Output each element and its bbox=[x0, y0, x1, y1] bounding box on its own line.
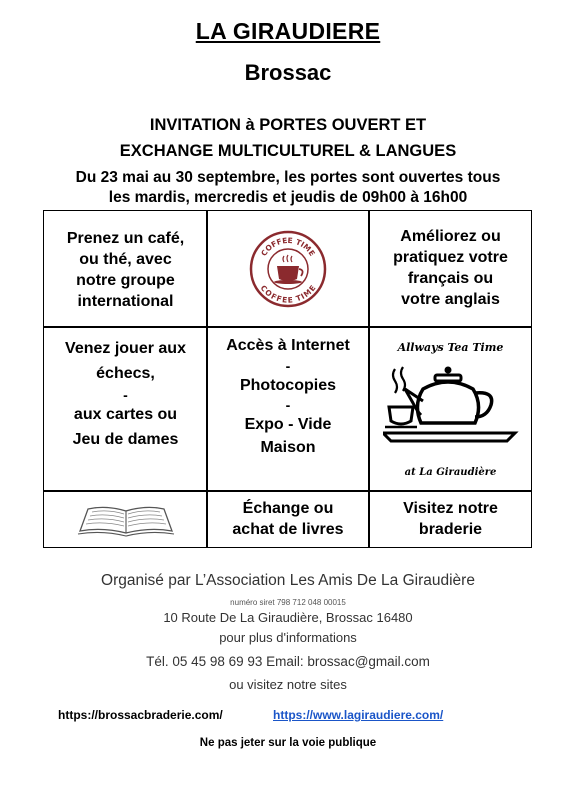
contact-text: Tél. 05 45 98 69 93 Email: brossac@gmail.com bbox=[146, 654, 430, 669]
badge-text-bottom: COFFEE TIME bbox=[258, 283, 318, 305]
games-text: aux cartes ou bbox=[73, 406, 178, 424]
services-text: Photocopies bbox=[239, 376, 336, 394]
language-cell bbox=[369, 211, 532, 327]
language-text: français ou bbox=[407, 270, 494, 287]
footer-notice: Ne pas jeter sur la voie publique bbox=[199, 737, 377, 749]
svg-text:COFFEE TIME bbox=[259, 283, 318, 304]
services-separator: - bbox=[285, 357, 291, 374]
coffee-cup-icon bbox=[248, 229, 328, 309]
tea-subtitle: at La Giraudière bbox=[404, 467, 497, 478]
braderie-text: braderie bbox=[418, 520, 483, 538]
language-text: votre anglais bbox=[401, 290, 500, 308]
visit-text: ou visitez notre sites bbox=[229, 677, 347, 692]
coffee-cell bbox=[44, 211, 207, 327]
giraudiere-link[interactable]: https://www.lagiraudiere.com/ bbox=[273, 708, 444, 722]
invitation-line-1: INVITATION à PORTES OUVERT ET bbox=[149, 116, 427, 134]
books-text: achat de livres bbox=[232, 520, 344, 538]
games-text: échecs, bbox=[96, 364, 155, 382]
more-info-text: pour plus d'informations bbox=[219, 630, 357, 645]
services-text: Expo - Vide bbox=[244, 416, 332, 434]
braderie-cell bbox=[369, 491, 532, 548]
coffee-badge-cell bbox=[207, 211, 369, 327]
dates-line-1: Du 23 mai au 30 septembre, les portes sont ouvertes tous bbox=[75, 169, 501, 186]
games-text: Venez jouer aux bbox=[65, 340, 186, 357]
braderie-link[interactable]: https://brossacbraderie.com/ bbox=[58, 708, 223, 722]
games-separator: - bbox=[123, 386, 128, 403]
badge-text-top: COFFEE TIME bbox=[259, 235, 317, 258]
coffee-text: international bbox=[77, 292, 174, 310]
tea-cell bbox=[369, 327, 532, 491]
braderie-text: Visitez notre bbox=[403, 499, 498, 517]
tea-title: Allways Tea Time bbox=[397, 341, 504, 354]
services-cell bbox=[207, 327, 369, 491]
dates-line-2: les mardis, mercredis et jeudis de 09h00 à 16h00 bbox=[108, 189, 468, 206]
coffee-text: notre groupe bbox=[76, 272, 175, 289]
address-text: 10 Route De La Giraudière, Brossac 16480 bbox=[163, 610, 413, 625]
book-cell bbox=[44, 491, 207, 548]
games-cell bbox=[44, 327, 207, 491]
organizer-text: Organisé par L’Association Les Amis De La Giraudière bbox=[101, 572, 475, 589]
page-subtitle: Brossac bbox=[244, 60, 332, 85]
services-separator: - bbox=[285, 397, 291, 414]
services-text: Maison bbox=[260, 438, 316, 456]
siret-number: numéro siret 798 712 048 00015 bbox=[230, 598, 346, 607]
invitation-line-2: EXCHANGE MULTICULTUREL & LANGUES bbox=[119, 142, 457, 160]
books-cell bbox=[207, 491, 369, 548]
coffee-text: Prenez un café, bbox=[66, 230, 185, 248]
teapot-icon bbox=[383, 361, 519, 457]
books-text: Échange ou bbox=[242, 499, 334, 517]
services-text: Accès à Internet bbox=[226, 337, 350, 354]
page-title: LA GIRAUDIERE bbox=[195, 18, 381, 44]
activities-grid bbox=[43, 210, 532, 548]
coffee-text: ou thé, avec bbox=[79, 251, 172, 269]
open-book-icon bbox=[76, 503, 176, 537]
games-text: Jeu de dames bbox=[72, 431, 179, 449]
language-text: Améliorez ou bbox=[400, 228, 501, 246]
language-text: pratiquez votre bbox=[393, 249, 508, 267]
